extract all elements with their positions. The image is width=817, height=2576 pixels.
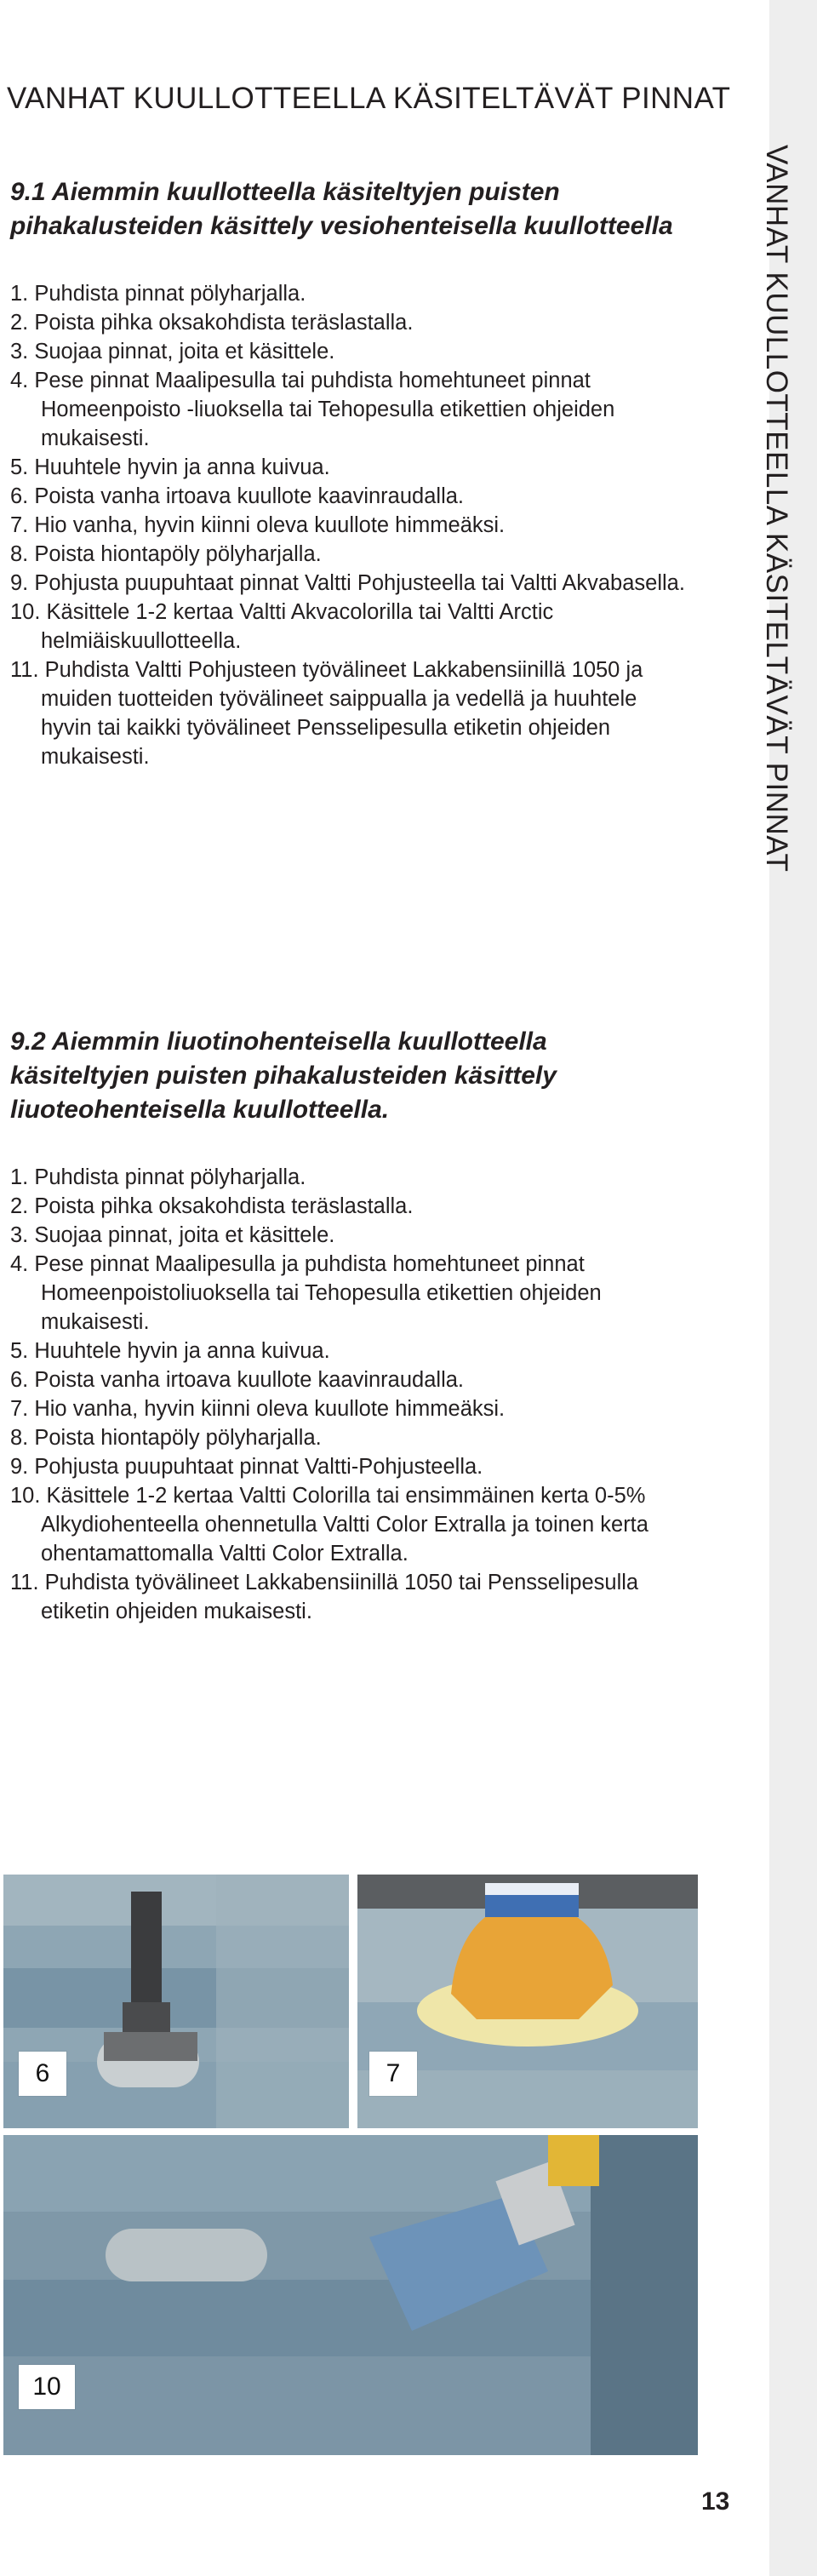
list-item: 3. Suojaa pinnat, joita et käsittele. — [10, 1223, 335, 1247]
list-item: 5. Huuhtele hyvin ja anna kuivua. — [10, 455, 330, 479]
list-item: 1. Puhdista pinnat pölyharjalla. — [10, 282, 306, 306]
section-9-1-title: 9.1 Aiemmin kuullotteella käsiteltyjen puisten pihakalusteiden käsittely vesiohenteisella kuullotteella — [10, 178, 673, 240]
list-item: 7. Hio vanha, hyvin kiinni oleva kuullote himmeäksi. — [10, 1397, 506, 1421]
sidebar-vertical-title: VANHAT KUULLOTTEELLA KÄSITELTÄVÄT PINNAT — [760, 145, 793, 873]
list-item: 9. Pohjusta puupuhtaat pinnat Valtti Pohjusteella tai Valtti Akvabasella. — [10, 571, 685, 595]
photo-6-badge: 6 — [19, 2052, 66, 2096]
page-number: 13 — [701, 2487, 730, 2516]
list-item: 11. Puhdista Valtti Pohjusteen työvälineet Lakkabensiinillä 1050 ja muiden tuotteiden työvälineet saippualla ja vedellä ja huuhtele hyvin tai kaikki työvälineet Pensselipesulla etiketin ohjeiden mukaisesti. — [10, 658, 643, 769]
list-item: 7. Hio vanha, hyvin kiinni oleva kuullote himmeäksi. — [10, 513, 506, 537]
list-item: 2. Poista pihka oksakohdista teräslastalla. — [10, 311, 414, 335]
list-item: 9. Pohjusta puupuhtaat pinnat Valtti-Pohjusteella. — [10, 1455, 483, 1479]
list-item: 1. Puhdista pinnat pölyharjalla. — [10, 1165, 306, 1189]
list-item: 2. Poista pihka oksakohdista teräslastalla. — [10, 1194, 414, 1218]
photo-10-badge: 10 — [19, 2365, 75, 2409]
list-item: 3. Suojaa pinnat, joita et käsittele. — [10, 340, 335, 364]
section-9-2-title: 9.2 Aiemmin liuotinohenteisella kuullotteella käsiteltyjen puisten pihakalusteiden käsittely liuoteohenteisella kuullotteella. — [10, 1028, 557, 1124]
list-item: 8. Poista hiontapöly pölyharjalla. — [10, 542, 322, 566]
section-9-1 — [10, 175, 691, 771]
list-item: 10. Käsittele 1-2 kertaa Valtti Akvacolorilla tai Valtti Arctic helmiäiskuullotteella. — [10, 600, 554, 653]
list-item: 4. Pese pinnat Maalipesulla ja puhdista homehtuneet pinnat Homeenpoistoliuoksella tai Tehopesulla etikettien ohjeiden mukaisesti. — [10, 1252, 602, 1334]
section-9-2-steps — [10, 1163, 691, 1626]
brushing-illustration — [3, 2135, 698, 2455]
page-header-title: VANHAT KUULLOTTEELLA KÄSITELTÄVÄT PINNAT — [7, 82, 731, 115]
list-item: 8. Poista hiontapöly pölyharjalla. — [10, 1426, 322, 1450]
photo-7-badge: 7 — [369, 2052, 417, 2096]
photo-brushing — [3, 2135, 698, 2455]
list-item: 5. Huuhtele hyvin ja anna kuivua. — [10, 1339, 330, 1363]
list-item: 6. Poista vanha irtoava kuullote kaavinraudalla. — [10, 1368, 464, 1392]
list-item: 6. Poista vanha irtoava kuullote kaavinraudalla. — [10, 484, 464, 508]
section-9-2 — [10, 1025, 691, 1626]
list-item: 4. Pese pinnat Maalipesulla tai puhdista homehtuneet pinnat Homeenpoisto -liuoksella tai Tehopesulla etikettien ohjeiden mukaisesti. — [10, 369, 615, 450]
list-item: 11. Puhdista työvälineet Lakkabensiinillä 1050 tai Pensselipesulla etiketin ohjeiden mukaisesti. — [10, 1571, 639, 1623]
section-9-1-steps — [10, 279, 691, 771]
list-item: 10. Käsittele 1-2 kertaa Valtti Colorilla tai ensimmäinen kerta 0-5% Alkydiohenteella ohennetulla Valtti Color Extralla ja toinen kerta ohentamattomalla Valtti Color Extralla. — [10, 1484, 648, 1566]
